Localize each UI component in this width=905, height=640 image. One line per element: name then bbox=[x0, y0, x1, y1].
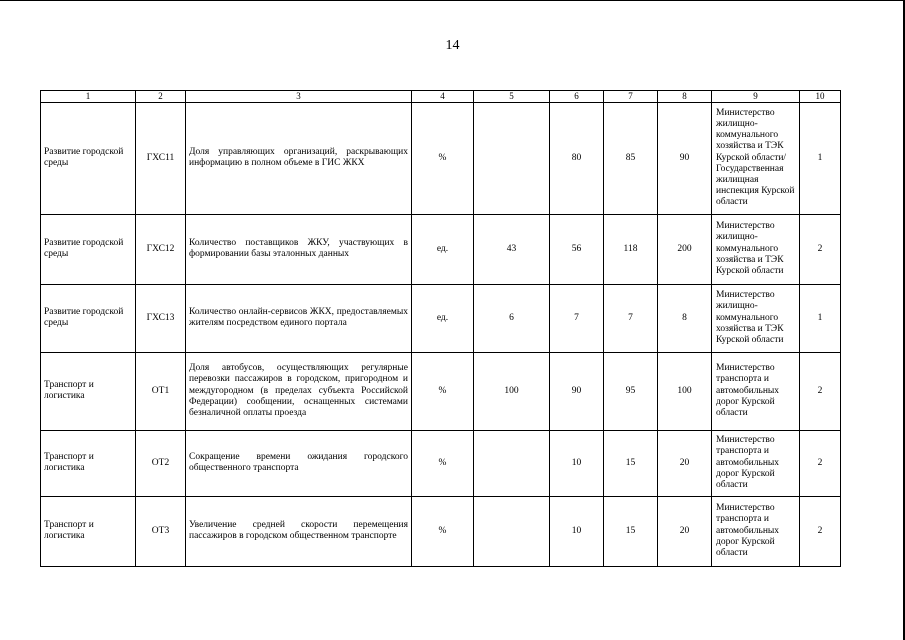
value-cell-7: 15 bbox=[604, 430, 658, 496]
code-cell: ГХС12 bbox=[136, 214, 186, 284]
ministry-cell: Министерство жилищно-коммунального хозяйства и ТЭК Курской области bbox=[712, 214, 800, 284]
ministry-cell: Министерство транспорта и автомобильных дорог Курской области bbox=[712, 430, 800, 496]
header-cell-9: 9 bbox=[712, 91, 800, 103]
ministry-cell: Министерство транспорта и автомобильных дорог Курской области bbox=[712, 352, 800, 430]
unit-cell: ед. bbox=[412, 214, 474, 284]
value-cell-10: 2 bbox=[800, 214, 841, 284]
value-cell-8: 8 bbox=[658, 284, 712, 352]
header-cell-6: 6 bbox=[550, 91, 604, 103]
direction-cell: Транспорт и логистика bbox=[41, 352, 136, 430]
value-cell-6: 10 bbox=[550, 496, 604, 566]
header-row bbox=[41, 91, 841, 103]
table-row bbox=[41, 352, 841, 430]
header-cell-7: 7 bbox=[604, 91, 658, 103]
description-cell: Доля управляющих организаций, раскрывающих информацию в полном объеме в ГИС ЖКХ bbox=[186, 102, 412, 214]
direction-cell: Транспорт и логистика bbox=[41, 496, 136, 566]
table-row bbox=[41, 102, 841, 214]
value-cell-8: 20 bbox=[658, 430, 712, 496]
direction-cell: Развитие городской среды bbox=[41, 102, 136, 214]
value-cell-7: 85 bbox=[604, 102, 658, 214]
ministry-cell: Министерство жилищно-коммунального хозяйства и ТЭК Курской области bbox=[712, 284, 800, 352]
table-row bbox=[41, 214, 841, 284]
description-cell: Доля автобусов, осуществляющих регулярные перевозки пассажиров в городском, пригородном и междугородном (в пределах субъекта Российской Федерации) сообщении, оснащенных системами безналичной оплаты проезда bbox=[186, 352, 412, 430]
description-cell: Количество поставщиков ЖКУ, участвующих в формировании базы эталонных данных bbox=[186, 214, 412, 284]
value-cell-8: 20 bbox=[658, 496, 712, 566]
ministry-cell: Министерство транспорта и автомобильных дорог Курской области bbox=[712, 496, 800, 566]
direction-cell: Развитие городской среды bbox=[41, 214, 136, 284]
value-cell-6: 80 bbox=[550, 102, 604, 214]
direction-cell: Транспорт и логистика bbox=[41, 430, 136, 496]
header-cell-1: 1 bbox=[41, 91, 136, 103]
code-cell: ОТ2 bbox=[136, 430, 186, 496]
description-cell: Сокращение времени ожидания городского общественного транспорта bbox=[186, 430, 412, 496]
value-cell-5: 6 bbox=[474, 284, 550, 352]
value-cell-6: 7 bbox=[550, 284, 604, 352]
value-cell-7: 118 bbox=[604, 214, 658, 284]
description-cell: Количество онлайн-сервисов ЖКХ, предоставляемых жителям посредством единого портала bbox=[186, 284, 412, 352]
code-cell: ГХС11 bbox=[136, 102, 186, 214]
value-cell-10: 2 bbox=[800, 352, 841, 430]
value-cell-7: 7 bbox=[604, 284, 658, 352]
value-cell-10: 2 bbox=[800, 496, 841, 566]
value-cell-6: 56 bbox=[550, 214, 604, 284]
direction-cell: Развитие городской среды bbox=[41, 284, 136, 352]
table-row bbox=[41, 496, 841, 566]
indicators-table bbox=[40, 90, 841, 567]
header-cell-5: 5 bbox=[474, 91, 550, 103]
value-cell-10: 2 bbox=[800, 430, 841, 496]
value-cell-8: 100 bbox=[658, 352, 712, 430]
unit-cell: ед. bbox=[412, 284, 474, 352]
value-cell-5 bbox=[474, 102, 550, 214]
code-cell: ГХС13 bbox=[136, 284, 186, 352]
unit-cell: % bbox=[412, 496, 474, 566]
value-cell-6: 10 bbox=[550, 430, 604, 496]
value-cell-6: 90 bbox=[550, 352, 604, 430]
value-cell-10: 1 bbox=[800, 284, 841, 352]
header-cell-10: 10 bbox=[800, 91, 841, 103]
page-number: 14 bbox=[445, 38, 460, 53]
value-cell-5 bbox=[474, 496, 550, 566]
header-cell-3: 3 bbox=[186, 91, 412, 103]
value-cell-5: 43 bbox=[474, 214, 550, 284]
header-cell-4: 4 bbox=[412, 91, 474, 103]
code-cell: ОТ1 bbox=[136, 352, 186, 430]
description-cell: Увеличение средней скорости перемещения пассажиров в городском общественном транспорте bbox=[186, 496, 412, 566]
code-cell: ОТ3 bbox=[136, 496, 186, 566]
ministry-cell: Министерство жилищно-коммунального хозяйства и ТЭК Курской области/ Государственная жилищная инспекция Курской области bbox=[712, 102, 800, 214]
unit-cell: % bbox=[412, 102, 474, 214]
value-cell-10: 1 bbox=[800, 102, 841, 214]
value-cell-5: 100 bbox=[474, 352, 550, 430]
page-top-border bbox=[0, 0, 905, 3]
value-cell-8: 200 bbox=[658, 214, 712, 284]
value-cell-7: 15 bbox=[604, 496, 658, 566]
table-row bbox=[41, 430, 841, 496]
table-row bbox=[41, 284, 841, 352]
header-cell-8: 8 bbox=[658, 91, 712, 103]
header-cell-2: 2 bbox=[136, 91, 186, 103]
value-cell-7: 95 bbox=[604, 352, 658, 430]
value-cell-8: 90 bbox=[658, 102, 712, 214]
unit-cell: % bbox=[412, 352, 474, 430]
value-cell-5 bbox=[474, 430, 550, 496]
unit-cell: % bbox=[412, 430, 474, 496]
